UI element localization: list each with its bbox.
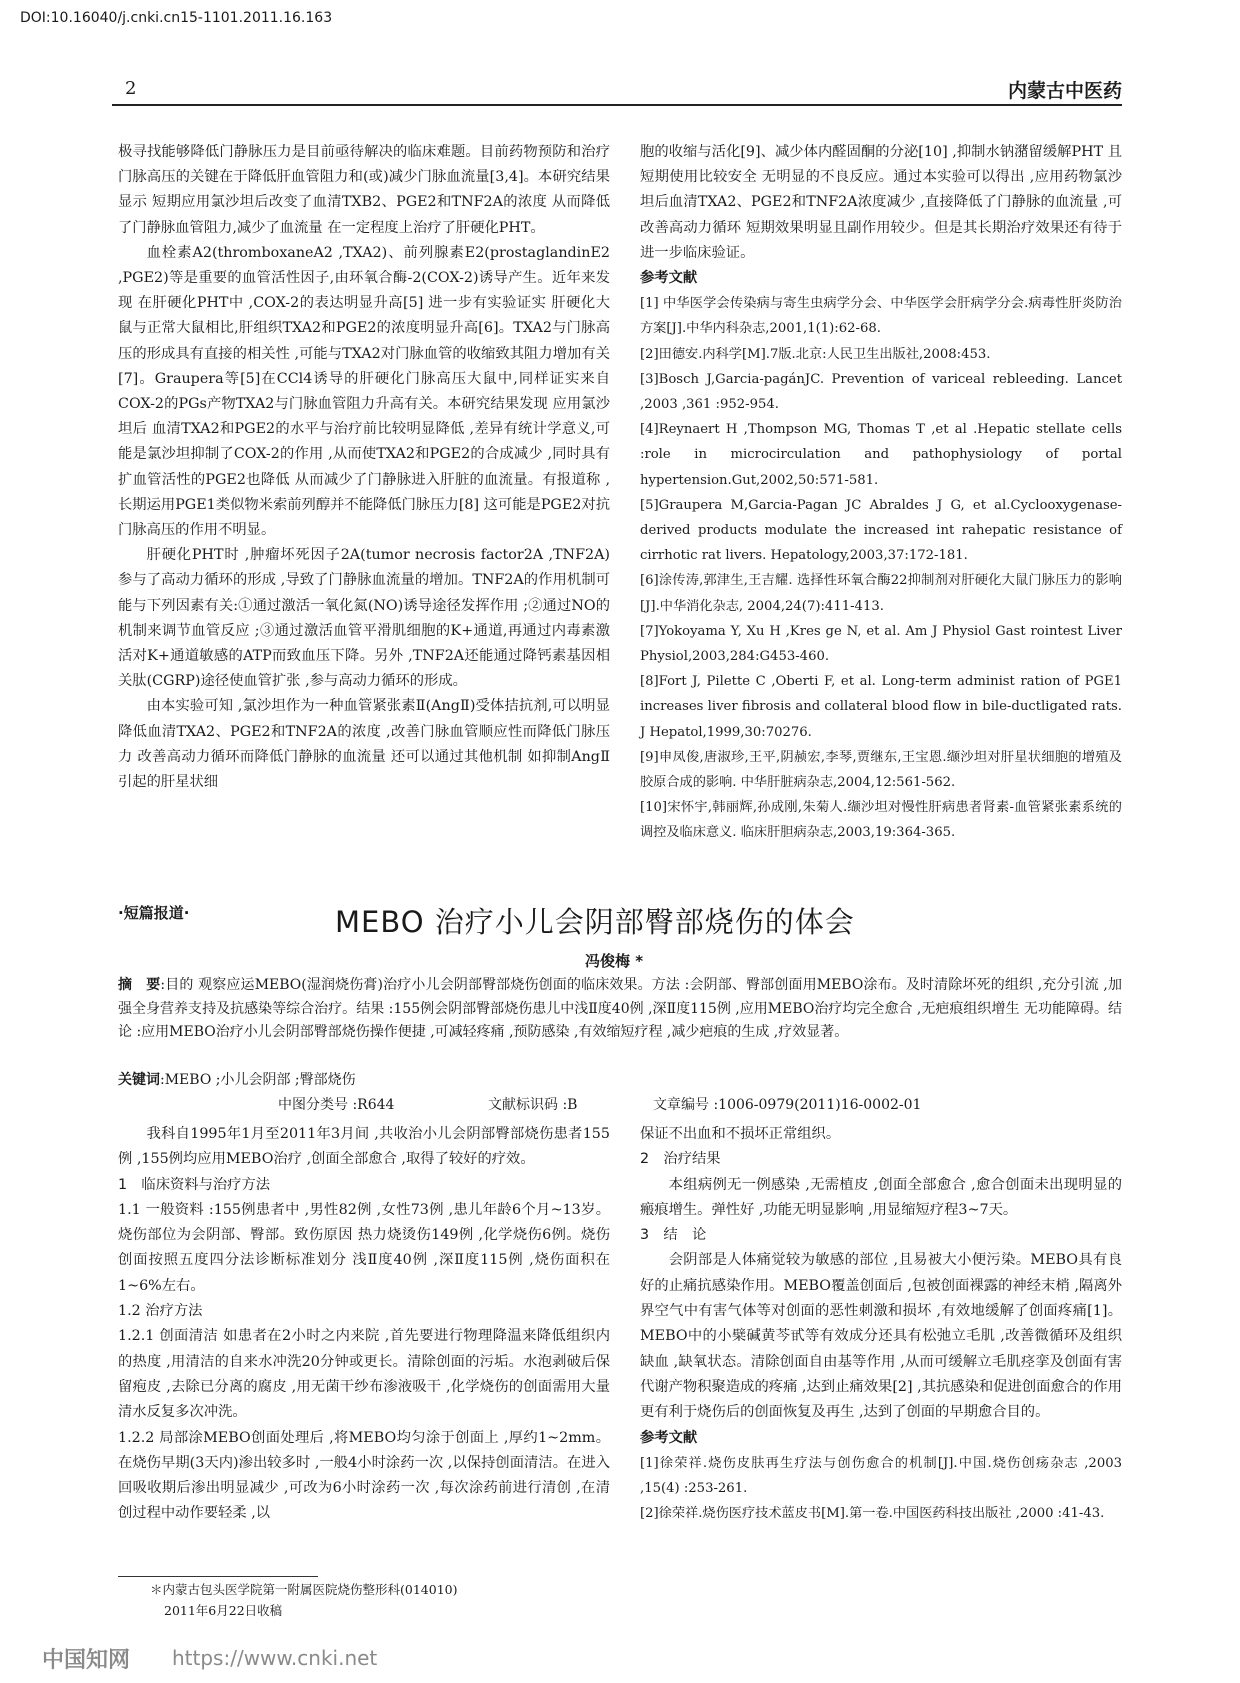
article-column-left: [118, 1122, 610, 1527]
references-heading: 参考文献: [640, 270, 698, 287]
footnote: [150, 1579, 610, 1621]
article-column-right: [640, 1122, 1122, 1526]
paragraph: 1.2.2 局部涂MEBO创面处理后 ,将MEBO均匀涂于创面上 ,厚约1~2mm。在烧伤早期(3天内)渗出较多时 ,一般4小时涂药一次 ,以保持创面清洁。在进入回吸收期后渗出明显减少 ,可改为6小时涂药一次 ,每次涂药前进行清创 ,在清创过程中动作要轻柔 ,以: [118, 1429, 610, 1522]
abstract-label: 摘 要: [118, 977, 161, 993]
article-number: 文章编号 :1006-0979(2011)16-0002-01: [653, 1097, 922, 1113]
paragraph: 会阴部是人体痛觉较为敏感的部位 ,且易被大小便污染。MEBO具有良好的止痛抗感染作用。MEBO覆盖创面后 ,包被创面裸露的神经末梢 ,隔离外界空气中有害气体等对创面的恶性刺激和损坏 ,有效地缓解了创面疼痛[1]。MEBO中的小檗碱黄芩甙等有效成分还具有松弛立毛肌 ,改善微循环及组织缺血 ,缺氧状态。清除创面自由基等作用 ,从而可缓解立毛肌痉挛及创面有害代谢产物积聚造成的疼痛 ,达到止痛效果[2] ,其抗感染和促进创面愈合的作用更有利于烧伤后的创面恢复及再生 ,达到了创面的早期愈合目的。: [640, 1252, 1122, 1421]
reference-item: [2]徐荣祥.烧伤医疗技术蓝皮书[M].第一卷.中国医药科技出版社 ,2000 :41-43.: [640, 1506, 1105, 1522]
reference-item: [1] 中华医学会传染病与寄生虫病学分会、中华医学会肝病学分会.病毒性肝炎防治方案[J].中华内科杂志,2001,1(1):62-68.: [640, 296, 1122, 337]
paragraph: 胞的收缩与活化[9]、减少体内醛固酮的分泌[10] ,抑制水钠潴留缓解PHT 且短期使用比较安全 无明显的不良反应。通过本实验可以得出 ,应用药物氯沙坦后血清TXA2、PGE2和TNF2A浓度减少 ,直接降低了门静脉的血流量 ,可改善高动力循环 短期效果明显且副作用较少。但是其长期治疗效果还有待于进一步临床验证。: [640, 144, 1122, 261]
reference-item: [4]Reynaert H ,Thompson MG, Thomas T ,et al .Hepatic stellate cells :role in microcirculation and pathophysiology of portal hypertension.Gut,2002,50:571-581.: [640, 422, 1122, 488]
reference-item: [7]Yokoyama Y, Xu H ,Kres ge N, et al. Am J Physiol Gast rointest Liver Physiol,2003,284:G453-460.: [640, 623, 1122, 665]
doi-line: DOI:10.16040/j.cnki.cn15-1101.2011.16.163: [20, 10, 333, 26]
paragraph: 保证不出血和不损坏正常组织。: [640, 1126, 841, 1142]
doc-code: 文献标识码 :B: [488, 1097, 578, 1113]
article-title: MEBO 治疗小儿会阴部臀部烧伤的体会: [335, 905, 855, 939]
subsection-heading: 1.2 治疗方法: [118, 1303, 203, 1320]
reference-item: [2]田德安.内科学[M].7版.北京:人民卫生出版社,2008:453.: [640, 346, 991, 362]
footnote-rule: [118, 1576, 318, 1577]
cnki-logo[interactable]: 中国知网: [42, 1648, 131, 1673]
paragraph: 我科自1995年1月至2011年3月间 ,共收治小儿会阴部臀部烧伤患者155例 ,155例均应用MEBO治疗 ,创面全部愈合 ,取得了较好的疗效。: [118, 1126, 610, 1168]
section-tag: ·短篇报道·: [118, 904, 190, 922]
class-number: 中图分类号 :R644: [278, 1097, 395, 1113]
paragraph: 1.2.1 创面清洁 如患者在2小时之内来院 ,首先要进行物理降温来降低组织内的热度 ,用清洁的自来水冲洗20分钟或更长。清除创面的污垢。水泡剥破后保留疱皮 ,去除已分离的腐皮 ,用无菌干纱布渗液吸干 ,化学烧伤的创面需用大量清水反复多次冲洗。: [118, 1328, 610, 1421]
paragraph: 1.1 一般资料 :155例患者中 ,男性82例 ,女性73例 ,患儿年龄6个月~13岁。烧伤部位为会阴部、臀部。致伤原因 热力烧烫伤149例 ,化学烧伤6例。烧伤创面按照五度四分法诊断标准划分 浅Ⅱ度40例 ,深Ⅱ度115例 ,烧伤面积在1~6%左右。: [118, 1201, 610, 1294]
reference-item: [1]徐荣祥.烧伤皮肤再生疗法与创伤愈合的机制[J].中国.烧伤创疡杂志 ,2003 ,15(4) :253-261.: [640, 1455, 1122, 1497]
journal-name: 内蒙古中医药: [1007, 80, 1122, 102]
paragraph: 血栓素A2(thromboxaneA2 ,TXA2)、前列腺素E2(prostaglandinE2 ,PGE2)等是重要的血管活性因子,由环氧合酶-2(COX-2)诱导产生。近年来发现 在肝硬化PHT中 ,COX-2的表达明显升高[5] 进一步有实验证实 肝硬化大鼠与正常大鼠相比,肝组织TXA2和PGE2的浓度明显升高[6]。TXA2与门脉高压的形成具有直接的相关性 ,可能与TXA2对门脉血管的收缩致其阻力增加有关[7]。Graupera等[5]在CCl4诱导的肝硬化门脉高压大鼠中,同样证实来自COX-2的PGs产物TXA2与门脉血管阻力升高有关。本研究结果发现 应用氯沙坦后 血清TXA2和PGE2的水平与治疗前比较明显降低 ,差异有统计学意义,可能是氯沙坦抑制了COX-2的作用 ,从而使TXA2和PGE2的合成减少 ,同时具有扩血管活性的PGE2也降低 从而减少了门静脉进入肝脏的血流量。有报道称 ,长期运用PGE1类似物米索前列醇并不能降低门脉压力[8] 这可能是PGE2对抗门脉高压的作用不明显。: [118, 244, 610, 539]
reference-item: [9]申凤俊,唐淑珍,王平,阴赪宏,李琴,贾继东,王宝恩.缬沙坦对肝星状细胞的增殖及胶原合成的影响. 中华肝脏病杂志,2004,12:561-562.: [640, 749, 1122, 791]
section-heading: 3 结 论: [640, 1227, 707, 1244]
reference-item: [3]Bosch J,Garcia-pagánJC. Prevention of variceal rebleeding. Lancet ,2003 ,361 :952-954.: [640, 371, 1122, 413]
author: 冯俊梅 *: [585, 952, 644, 970]
reference-item: [6]涂传涛,郭津生,王吉耀. 选择性环氧合酶22抑制剂对肝硬化大鼠门脉压力的影响[J].中华消化杂志, 2004,24(7):411-413.: [640, 573, 1122, 614]
page-number: 2: [125, 78, 137, 99]
cnki-url-link[interactable]: https://www.cnki.net: [172, 1646, 378, 1670]
reference-item: [10]宋怀宇,韩丽辉,孙成刚,朱菊人.缬沙坦对慢性肝病患者肾素-血管紧张素系统的调控及临床意义. 临床肝胆病杂志,2003,19:364-365.: [640, 800, 1122, 841]
paragraph: 肝硬化PHT时 ,肿瘤坏死因子2A(tumor necrosis factor2A ,TNF2A)参与了高动力循环的形成 ,导致了门静脉血流量的增加。TNF2A的作用机制可能与下列因素有关:①通过激活一氧化氮(NO)诱导途径发挥作用 ;②通过NO的机制来调节血管反应 ;③通过激活血管平滑肌细胞的K+通道,再通过内毒素激活对K+通道敏感的ATP而致血压下降。另外 ,TNF2A还能通过降钙素基因相关肽(CGRP)途径使血管扩张 ,参与高动力循环的形成。: [118, 547, 610, 690]
prev-article-column-left: [118, 140, 610, 795]
abstract-text: :目的 观察应运MEBO(湿润烧伤膏)治疗小儿会阴部臀部烧伤创面的临床效果。方法 :会阴部、臀部创面用MEBO涂布。及时清除坏死的组织 ,充分引流 ,加强全身营养支持及抗感染等综合治疗。结果 :155例会阴部臀部烧伤患儿中浅Ⅱ度40例 ,深Ⅱ度115例 ,应用MEBO治疗均完全愈合 ,无疤痕组织增生 无功能障碍。结论 :应用MEBO治疗小儿会阴部臀部烧伤操作便捷 ,可减轻疼痛 ,预防感染 ,有效缩短疗程 ,减少疤痕的生成 ,疗效显著。: [118, 977, 1123, 1040]
section-heading: 1 临床资料与治疗方法: [118, 1176, 271, 1193]
footnote-affiliation: ＊内蒙古包头医学院第一附属医院烧伤整形科(014010): [150, 1582, 458, 1597]
footnote-received-date: 2011年6月22日收稿: [164, 1603, 283, 1618]
paragraph: 由本实验可知 ,氯沙坦作为一种血管紧张素Ⅱ(AngⅡ)受体拮抗剂,可以明显降低血清TXA2、PGE2和TNF2A的浓度 ,改善门脉血管顺应性而降低门脉压力 改善高动力循环而降低门静脉的血流量 还可以通过其他机制 如抑制AngⅡ引起的肝星状细: [118, 698, 610, 791]
references-heading: 参考文献: [640, 1429, 698, 1446]
prev-article-column-right: [640, 140, 1122, 846]
abstract: [118, 974, 1122, 1045]
section-heading: 2 治疗结果: [640, 1151, 721, 1168]
keywords: [118, 1069, 1122, 1092]
header-rule: [112, 104, 1122, 106]
paragraph: 极寻找能够降低门静脉压力是目前亟待解决的临床难题。目前药物预防和治疗门脉高压的关键在于降低肝血管阻力和(或)减少门脉血流量[3,4]。本研究结果显示 短期应用氯沙坦后改变了血清TXB2、PGE2和TNF2A的浓度 从而降低了门静脉血管阻力,减少了血流量 在一定程度上治疗了肝硬化PHT。: [118, 144, 610, 236]
keywords-label: 关键词: [118, 1072, 160, 1088]
keywords-text: :MEBO ;小儿会阴部 ;臀部烧伤: [160, 1072, 356, 1088]
paragraph: 本组病例无一例感染 ,无需植皮 ,创面全部愈合 ,愈合创面未出现明显的瘢痕增生。弹性好 ,功能无明显影响 ,用显缩短疗程3~7天。: [640, 1176, 1122, 1218]
reference-item: [5]Graupera M,Garcia-Pagan JC Abraldes J G, et al.Cyclooxygenase-derived products modulate the increased int rahepatic resistance of cirrhotic rat livers. Hepatology,2003,37:172-181.: [640, 497, 1122, 564]
reference-item: [8]Fort J, Pilette C ,Oberti F, et al. Long-term administ ration of PGE1 increases liver fibrosis and collateral blood flow in bile-ductligated rats. J Hepatol,1999,30:70276.: [640, 674, 1122, 740]
